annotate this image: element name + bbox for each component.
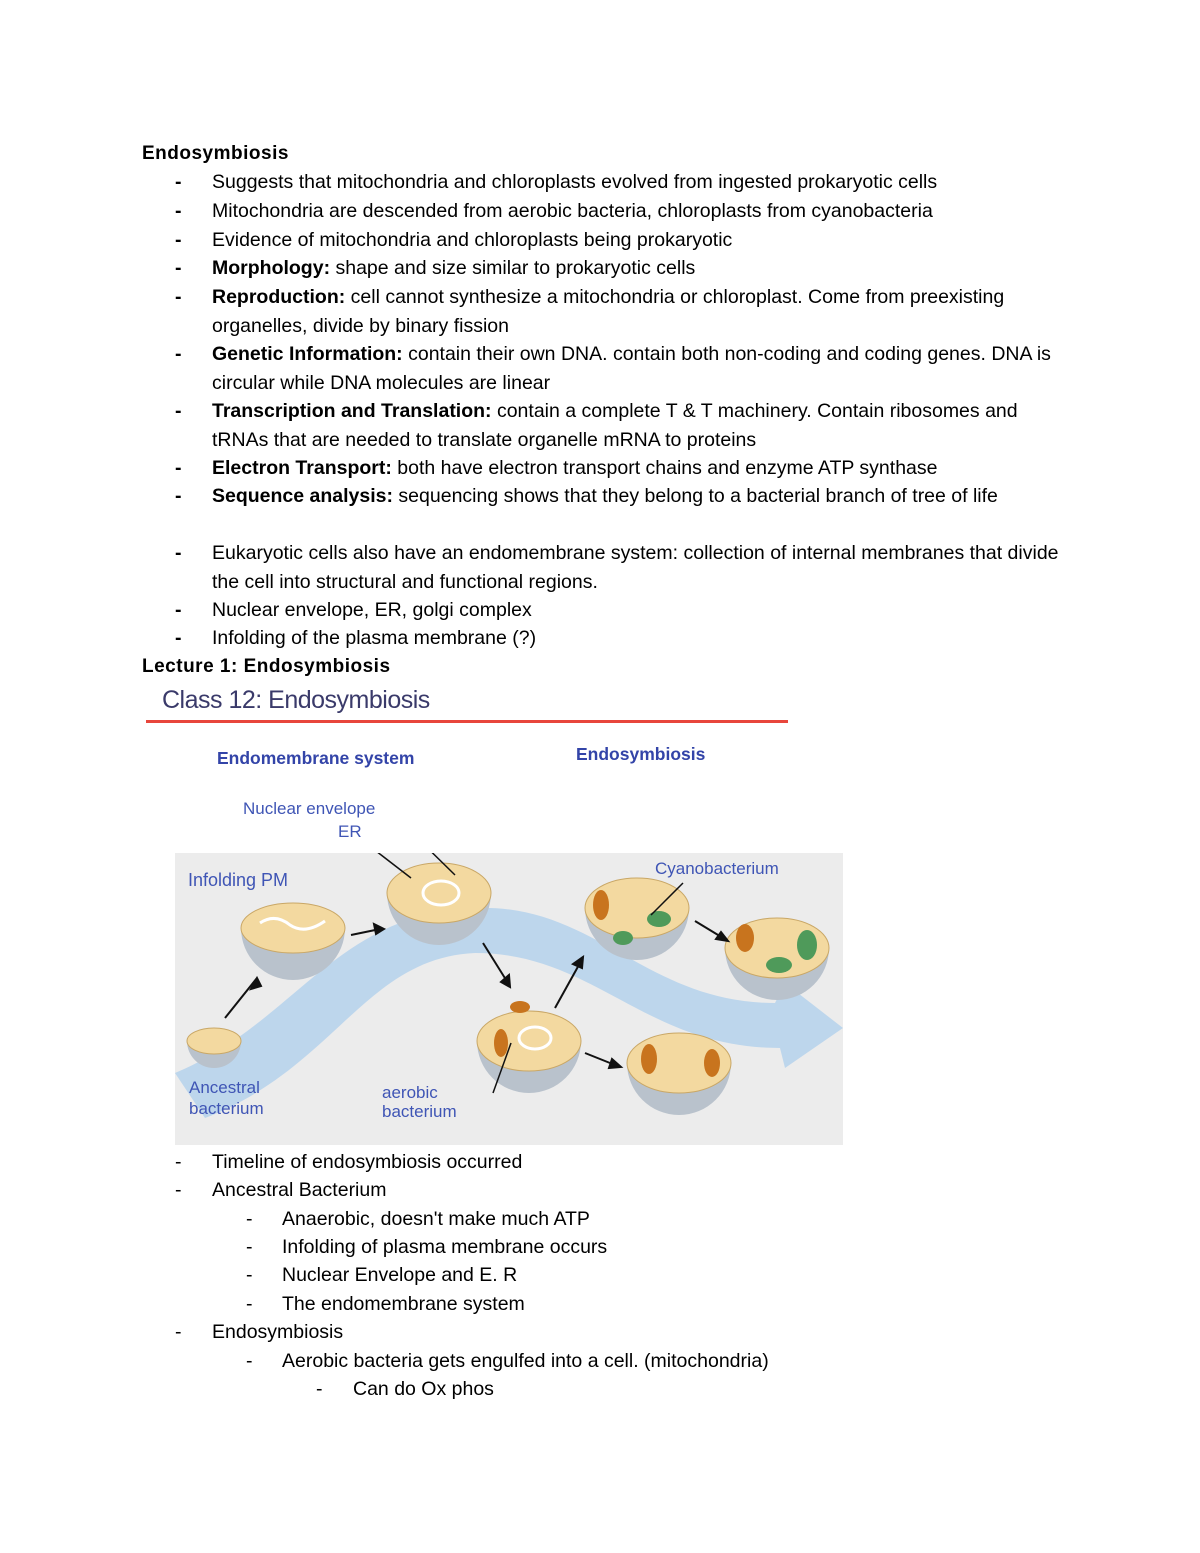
bullet-description: sequencing shows that they belong to a bacterial branch of tree of life (393, 485, 998, 507)
dash-marker: - (175, 627, 182, 649)
bullet-description: contain their own DNA. contain both non-coding and coding genes. DNA is circular while DNA molecules are linear (212, 343, 1051, 394)
bullet-term: Sequence analysis: (212, 485, 394, 507)
bullet-text (212, 454, 1072, 483)
label-aerobic-bacterium: bacterium (382, 1102, 457, 1121)
note-text: Ancestral Bacterium (212, 1179, 387, 1201)
dash-marker: - (175, 171, 182, 193)
dash-marker: - (175, 457, 182, 479)
note-text: Infolding of plasma membrane occurs (282, 1236, 608, 1258)
bullet-text (212, 397, 1072, 454)
bullet-text (212, 197, 1072, 226)
figure-title-rule (146, 720, 788, 723)
bullet-text (212, 226, 1072, 255)
bullet-description: cell cannot synthesize a mitochondria or chloroplast. Come from preexisting organelles, divide by binary fission (212, 286, 1005, 337)
bullet-description: shape and size similar to prokaryotic cells (330, 257, 696, 279)
dash-marker: - (175, 400, 182, 422)
note-text: Aerobic bacteria gets engulfed into a cell. (mitochondria) (282, 1350, 769, 1372)
label-cyanobacterium: Cyanobacterium (655, 859, 779, 878)
note-text: The endomembrane system (282, 1293, 525, 1315)
dash-marker: - (246, 1208, 253, 1230)
dash-marker: - (316, 1378, 323, 1400)
label-er: ER (338, 822, 362, 841)
bullet-term: Transcription and Translation: (212, 400, 492, 422)
bullet-description: both have electron transport chains and enzyme ATP synthase (391, 457, 938, 479)
note-text: Endosymbiosis (212, 1321, 344, 1343)
cell-with-mitochondria (627, 1033, 731, 1115)
note-text: Can do Ox phos (353, 1378, 494, 1400)
label-nuclear-envelope: Nuclear envelope (243, 799, 376, 818)
dash-marker: - (175, 485, 182, 507)
dash-marker: - (175, 1321, 182, 1343)
dash-marker: - (175, 200, 182, 222)
label-ancestral: Ancestral (189, 1078, 260, 1097)
dash-marker: - (246, 1293, 253, 1315)
dash-marker: - (246, 1236, 253, 1258)
bullet-description: Evidence of mitochondria and chloroplasts being prokaryotic (212, 229, 733, 251)
dash-marker: - (175, 542, 182, 564)
bullet-term: Reproduction: (212, 286, 346, 308)
section-heading-lecture-1: Lecture 1: Endosymbiosis (142, 656, 391, 677)
bullet-term: Electron Transport: (212, 457, 392, 479)
figure-illustration (175, 853, 843, 1145)
cell-aerobic-uptake (477, 1001, 581, 1093)
label-endomembrane-system: Endomembrane system (217, 748, 415, 768)
bullet-text (212, 596, 1072, 625)
label-infolding-pm: Infolding PM (188, 870, 289, 890)
dash-marker: - (175, 229, 182, 251)
bullet-description: Suggests that mitochondria and chloroplasts evolved from ingested prokaryotic cells (212, 171, 938, 193)
dash-marker: - (175, 1179, 182, 1201)
bullet-text (212, 340, 1072, 397)
bullet-text (212, 283, 1072, 340)
figure-title: Class 12: Endosymbiosis (162, 686, 430, 714)
section-heading-endosymbiosis: Endosymbiosis (142, 143, 289, 164)
dash-marker: - (175, 286, 182, 308)
bullet-text (212, 539, 1072, 596)
label-ancestral-bacterium: bacterium (189, 1099, 264, 1118)
dash-marker: - (175, 257, 182, 279)
cell-with-chloroplasts (725, 918, 829, 1000)
note-text: Anaerobic, doesn't make much ATP (282, 1208, 590, 1230)
label-endosymbiosis: Endosymbiosis (576, 744, 706, 764)
bullet-description: Eukaryotic cells also have an endomembrane system: collection of internal membranes that divide the cell into structural and functional regions. (212, 542, 1059, 593)
bullet-description: Infolding of the plasma membrane (?) (212, 627, 537, 649)
dash-marker: - (175, 343, 182, 365)
note-text: Timeline of endosymbiosis occurred (212, 1151, 523, 1173)
bullet-text (212, 168, 1072, 197)
bullet-term: Genetic Information: (212, 343, 403, 365)
dash-marker: - (175, 599, 182, 621)
endosymbiosis-figure (142, 684, 848, 1148)
label-aerobic: aerobic (382, 1083, 438, 1102)
dash-marker: - (175, 1151, 182, 1173)
dash-marker: - (246, 1264, 253, 1286)
bullet-description: Nuclear envelope, ER, golgi complex (212, 599, 532, 621)
note-text: Nuclear Envelope and E. R (282, 1264, 518, 1286)
bullet-text (212, 624, 1072, 653)
bullet-description: contain a complete T & T machinery. Contain ribosomes and tRNAs that are needed to translate organelle mRNA to proteins (212, 400, 1018, 451)
bullet-text (212, 254, 1072, 283)
bullet-text (212, 482, 1072, 511)
dash-marker: - (246, 1350, 253, 1372)
bullet-term: Morphology: (212, 257, 331, 279)
figure-panel (175, 853, 843, 1145)
bullet-description: Mitochondria are descended from aerobic bacteria, chloroplasts from cyanobacteria (212, 200, 933, 222)
